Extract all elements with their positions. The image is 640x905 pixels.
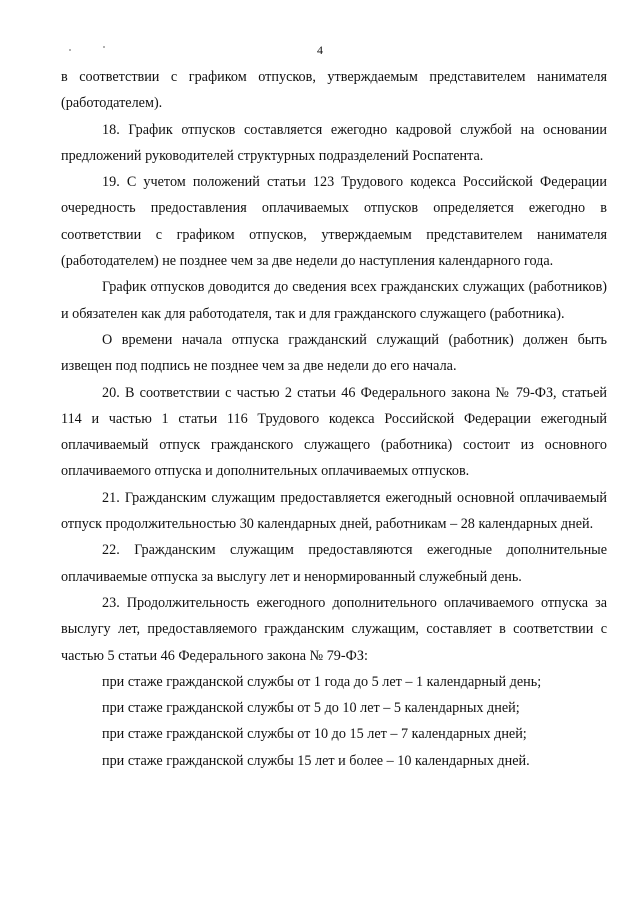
paragraph-vacation-notice: О времени начала отпуска гражданский служащий (работник) должен быть извещен под подпись не позднее чем за две недели до его начала. — [61, 331, 607, 375]
list-item: при стаже гражданской службы от 5 до 10 лет – 5 календарных дней; — [102, 700, 520, 717]
paragraph-23: 23. Продолжительность ежегодного дополнительного оплачиваемого отпуска за выслугу лет, предоставляемого гражданским служащим, составляет в соответствии с частью 5 статьи 46 Федерального закона № 79-ФЗ: — [61, 594, 607, 664]
list-item: при стаже гражданской службы 15 лет и более – 10 календарных дней. — [102, 752, 530, 769]
paragraph-22: 22. Гражданским служащим предоставляются ежегодные дополнительные оплачиваемые отпуска за выслугу лет и ненормированный служебный день. — [61, 542, 607, 585]
paragraph-vacation-schedule: График отпусков доводится до сведения всех гражданских служащих (работников) и обязателен как для работодателя, так и для гражданского служащего (работника). — [61, 279, 607, 322]
list-item: при стаже гражданской службы от 1 года до 5 лет – 1 календарный день; — [102, 673, 542, 690]
paragraph-21: 21. Гражданским служащим предоставляется ежегодный основной оплачиваемый отпуск продолжительностью 30 календарных дней, работникам – 28 календарных дней. — [61, 489, 607, 533]
list-item: при стаже гражданской службы от 10 до 15 лет – 7 календарных дней; — [102, 726, 527, 743]
document-body — [61, 64, 607, 774]
paragraph-20: 20. В соответствии с частью 2 статьи 46 Федерального закона № 79-ФЗ, статьей 114 и частью 1 статьи 116 Трудового кодекса Российской Федерации ежегодный оплачиваемый отпуск гражданского служащего (работника) состоит из основного оплачиваемого отпуска и дополнительных оплачиваемых отпусков. — [61, 384, 607, 480]
paragraph-19: 19. С учетом положений статьи 123 Трудового кодекса Российской Федерации очередность предоставления оплачиваемых отпусков определяется ежегодно в соответствии с графиком отпусков, утверждаемым представителем нанимателя (работодателем) не позднее чем за две недели до наступления календарного года. — [61, 174, 607, 270]
paragraph-continuation: в соответствии с графиком отпусков, утверждаемым представителем нанимателя (работодателем). — [61, 69, 607, 112]
page-number: 4 — [317, 43, 323, 57]
paragraph-18: 18. График отпусков составляется ежегодно кадровой службой на основании предложений руководителей структурных подразделений Роспатента. — [61, 121, 607, 164]
